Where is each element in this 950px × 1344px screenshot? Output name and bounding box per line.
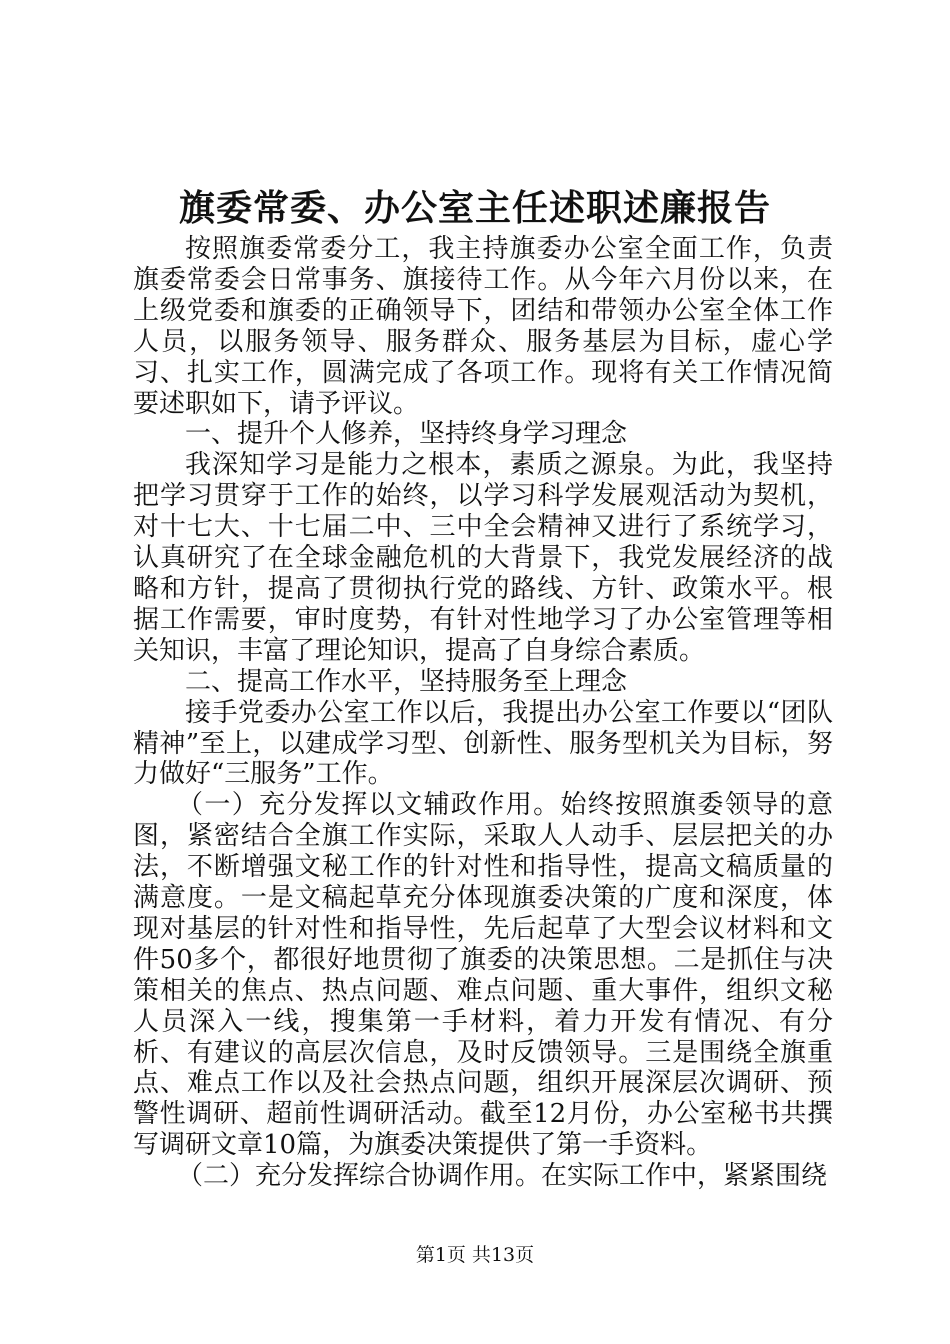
section-heading-2: 二、提高工作水平，坚持服务至上理念: [185, 666, 628, 697]
document-title: 旗委常委、办公室主任述职述廉报告: [178, 187, 771, 229]
section-1-paragraph: 我深知学习是能力之根本，素质之源泉。为此，我坚持把学习贯穿于工作的始终，以学习科学发展观活动为契机，对十七大、十七届二中、三中全会精神又进行了系统学习，认真研究了在全球金融危机的大背景下，我党发展经济的战略和方针，提高了贯彻执行党的路线、方针、政策水平。根据工作需要，审时度势，有针对性地学习了办公室管理等相关知识，丰富了理论知识，提高了自身综合素质。: [133, 450, 833, 666]
document-body: [133, 234, 833, 1192]
intro-paragraph: 按照旗委常委分工，我主持旗委办公室全面工作，负责旗委常委会日常事务、旗接待工作。从今年六月份以来，在上级党委和旗委的正确领导下，团结和带领办公室全体工作人员，以服务领导、服务群众、服务基层为目标，虚心学习、扎实工作，圆满完成了各项工作。现将有关工作情况简要述职如下，请予评议。: [133, 234, 833, 419]
page-number-footer: 第1页 共13页: [415, 1244, 535, 1266]
section-2-paragraph: 接手党委办公室工作以后，我提出办公室工作要以“团队精神”至上，以建成学习型、创新性、服务型机关为目标，努力做好“三服务”工作。: [133, 697, 833, 790]
section-heading-1: 一、提升个人修养，坚持终身学习理念: [185, 419, 628, 450]
subsection-2-paragraph: （二）充分发挥综合协调作用。在实际工作中，紧紧围绕: [177, 1161, 828, 1192]
subsection-1-paragraph: （一）充分发挥以文辅政作用。始终按照旗委领导的意图，紧密结合全旗工作实际，采取人人动手、层层把关的办法，不断增强文秘工作的针对性和指导性，提高文稿质量的满意度。一是文稿起草充分体现旗委决策的广度和深度，体现对基层的针对性和指导性，先后起草了大型会议材料和文件50多个，都很好地贯彻了旗委的决策思想。二是抓住与决策相关的焦点、热点问题、难点问题、重大事件，组织文秘人员深入一线，搜集第一手材料，着力开发有情况、有分析、有建议的高层次信息，及时反馈领导。三是围绕全旗重点、难点工作以及社会热点问题，组织开展深层次调研、预警性调研、超前性调研活动。截至12月份，办公室秘书共撰写调研文章10篇，为旗委决策提供了第一手资料。: [133, 790, 833, 1161]
